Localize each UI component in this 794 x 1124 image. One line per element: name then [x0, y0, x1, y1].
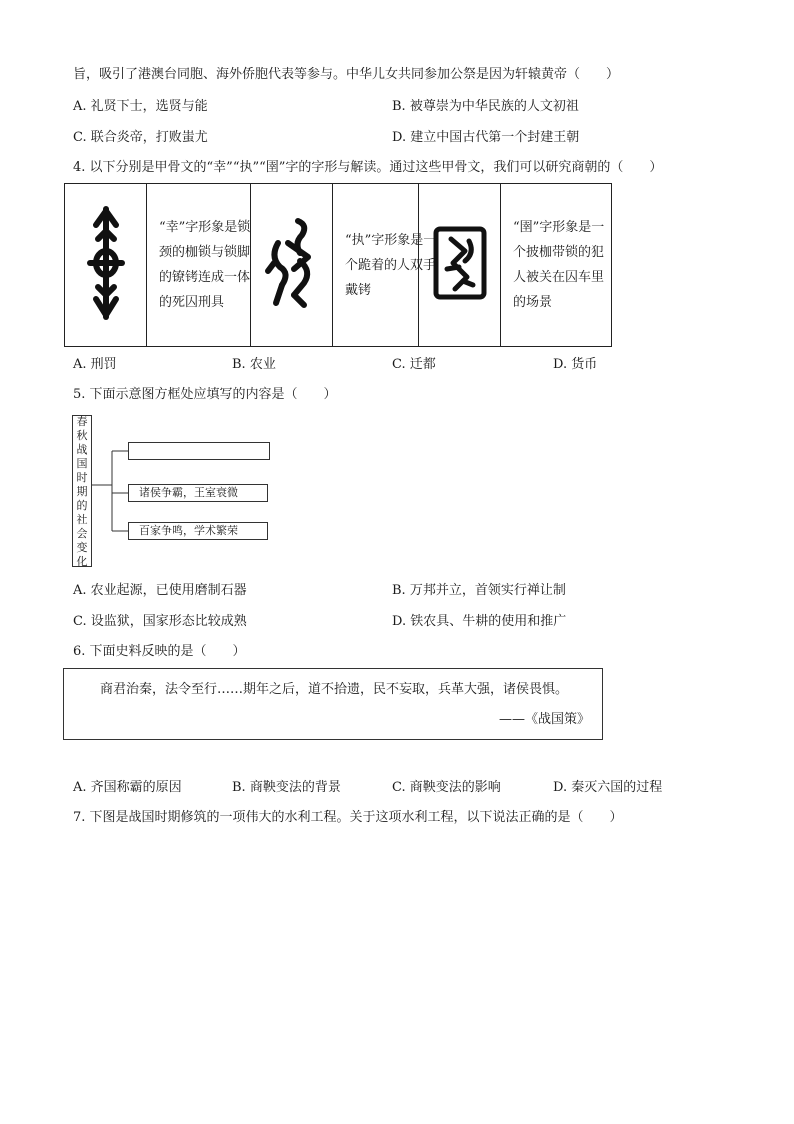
oracle-bone-table	[64, 183, 612, 347]
glyph-cell-yu	[419, 184, 501, 347]
diagram-blank-box[interactable]	[128, 442, 270, 460]
oracle-glyph-yu-icon	[431, 223, 489, 303]
q6-option-c[interactable]: C. 商鞅变法的影响	[392, 780, 501, 795]
desc-cell-zhi	[333, 184, 437, 347]
q4-stem: 4. 以下分别是甲骨文的“幸”“执”“圉”字的字形与解读。通过这些甲骨文，我们可以研究商朝的（ ）	[73, 160, 663, 175]
q4-option-b[interactable]: B. 农业	[232, 357, 276, 372]
q3-stem-tail: 旨，吸引了港澳台同胞、海外侨胞代表等参与。中华儿女共同参加公祭是因为轩辕黄帝（ ）	[73, 67, 620, 82]
desc-yu: “圉”字形象是一个披枷带锁的犯人被关在囚车里的场景	[513, 220, 605, 310]
q3-option-c[interactable]: C. 联合炎帝，打败蚩尤	[73, 130, 208, 145]
source-quote: 商君治秦，法令至行……期年之后，道不拾遗，民不妄取，兵革大强，诸侯畏惧。	[100, 682, 569, 697]
q7-stem: 7. 下图是战国时期修筑的一项伟大的水利工程。关于这项水利工程，以下说法正确的是（ ）	[73, 810, 623, 825]
desc-cell-yu	[501, 184, 612, 347]
q4-option-c[interactable]: C. 迁都	[392, 357, 436, 372]
q4-option-d[interactable]: D. 货币	[553, 357, 598, 372]
historical-source-box	[63, 668, 603, 740]
q5-option-c[interactable]: C. 设监狱，国家形态比较成熟	[73, 614, 247, 629]
diagram-box-hegemony: 诸侯争霸，王室衰微	[128, 484, 268, 502]
q6-option-d[interactable]: D. 秦灭六国的过程	[553, 780, 663, 795]
desc-zhi: “执”字形象是一个跪着的人双手戴铐	[345, 232, 437, 298]
q6-option-a[interactable]: A. 齐国称霸的原因	[73, 780, 182, 795]
social-change-diagram	[72, 415, 282, 573]
q5-option-d[interactable]: D. 铁农具、牛耕的使用和推广	[392, 614, 567, 629]
oracle-glyph-zhi-icon	[264, 213, 320, 313]
desc-cell-xing	[147, 184, 251, 347]
q6-option-b[interactable]: B. 商鞅变法的背景	[232, 780, 341, 795]
oracle-glyph-xing-icon	[86, 203, 126, 323]
q3-option-b[interactable]: B. 被尊崇为中华民族的人文初祖	[392, 99, 579, 114]
desc-xing: “幸”字形象是锁颈的枷锁与锁脚的镣铐连成一体的死囚刑具	[159, 220, 251, 310]
q5-option-a[interactable]: A. 农业起源，已使用磨制石器	[73, 583, 247, 598]
q3-option-a[interactable]: A. 礼贤下士，选贤与能	[73, 99, 208, 114]
q5-stem: 5. 下面示意图方框处应填写的内容是（ ）	[73, 387, 337, 402]
glyph-cell-zhi	[251, 184, 333, 347]
q3-option-d[interactable]: D. 建立中国古代第一个封建王朝	[392, 130, 580, 145]
q6-stem: 6. 下面史料反映的是（ ）	[73, 644, 246, 659]
q5-option-b[interactable]: B. 万邦并立，首领实行禅让制	[392, 583, 566, 598]
q4-option-a[interactable]: A. 刑罚	[73, 357, 117, 372]
diagram-box-schools: 百家争鸣，学术繁荣	[128, 522, 268, 540]
source-citation: ——《战国策》	[498, 712, 590, 727]
diagram-root-label: 春秋战国时期的社会变化	[76, 415, 88, 568]
glyph-cell-xing	[65, 184, 147, 347]
diagram-connectors	[72, 415, 132, 573]
